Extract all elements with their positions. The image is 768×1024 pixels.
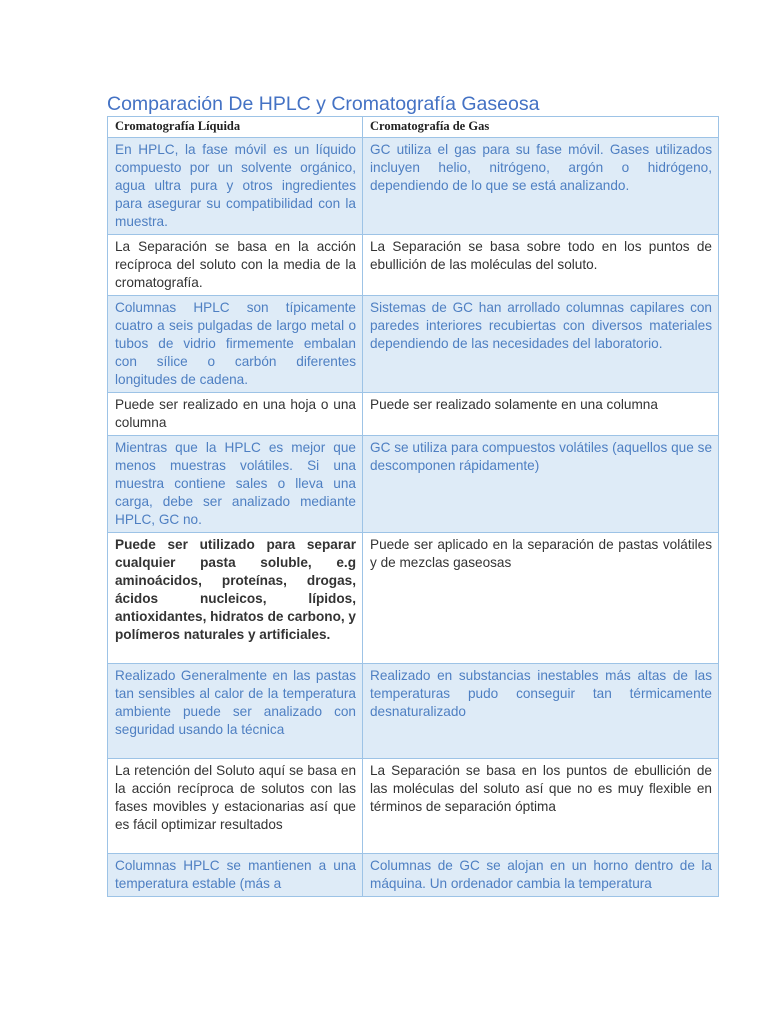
cell-liquid: Puede ser utilizado para separar cualquier pasta soluble, e.g aminoácidos, proteínas, drogas, ácidos nucleicos, lípidos, antioxidantes, hidratos de carbono, y polímeros naturales y artificiales.	[108, 533, 363, 664]
table-row	[108, 296, 719, 393]
cell-liquid: La retención del Soluto aquí se basa en la acción recíproca de solutos con las fases movibles y estacionarias así que es fácil optimizar resultados	[108, 759, 363, 854]
header-gas-chromatography: Cromatografía de Gas	[363, 117, 719, 138]
cell-gas: Puede ser realizado solamente en una columna	[363, 393, 719, 436]
header-liquid-chromatography: Cromatografía Líquida	[108, 117, 363, 138]
cell-gas: Columnas de GC se alojan en un horno dentro de la máquina. Un ordenador cambia la temperatura	[363, 854, 719, 897]
document-title: Comparación De HPLC y Cromatografía Gaseosa	[107, 93, 540, 115]
cell-gas: GC se utiliza para compuestos volátiles (aquellos que se descomponen rápidamente)	[363, 436, 719, 533]
cell-liquid: Puede ser realizado en una hoja o una columna	[108, 393, 363, 436]
table-row	[108, 854, 719, 897]
cell-liquid: Realizado Generalmente en las pastas tan sensibles al calor de la temperatura ambiente puede ser analizado con seguridad usando la técnica	[108, 664, 363, 759]
cell-gas: La Separación se basa en los puntos de ebullición de las moléculas del soluto así que no es muy flexible en términos de separación óptima	[363, 759, 719, 854]
cell-liquid: En HPLC, la fase móvil es un líquido compuesto por un solvente orgánico, agua ultra pura y otros ingredientes para asegurar su compatibilidad con la muestra.	[108, 138, 363, 235]
table-row	[108, 436, 719, 533]
cell-liquid: Mientras que la HPLC es mejor que menos muestras volátiles. Si una muestra contiene sales o lleva una carga, debe ser analizado mediante HPLC, GC no.	[108, 436, 363, 533]
table-row	[108, 759, 719, 854]
table-row	[108, 664, 719, 759]
table-row	[108, 138, 719, 235]
cell-gas: Realizado en substancias inestables más altas de las temperaturas pudo conseguir tan térmicamente desnaturalizado	[363, 664, 719, 759]
table-row	[108, 235, 719, 296]
comparison-table	[107, 116, 719, 897]
cell-liquid: Columnas HPLC son típicamente cuatro a seis pulgadas de largo metal o tubos de vidrio firmemente embalan con sílice o carbón diferentes longitudes de cadena.	[108, 296, 363, 393]
cell-gas: La Separación se basa sobre todo en los puntos de ebullición de las moléculas del soluto.	[363, 235, 719, 296]
cell-gas: Sistemas de GC han arrollado columnas capilares con paredes interiores recubiertas con diversos materiales dependiendo de las necesidades del laboratorio.	[363, 296, 719, 393]
table-row	[108, 393, 719, 436]
table-row	[108, 533, 719, 664]
table-header-row	[108, 117, 719, 138]
cell-liquid: La Separación se basa en la acción recíproca del soluto con la media de la cromatografía.	[108, 235, 363, 296]
cell-liquid: Columnas HPLC se mantienen a una temperatura estable (más a	[108, 854, 363, 897]
cell-gas: GC utiliza el gas para su fase móvil. Gases utilizados incluyen helio, nitrógeno, argón o hidrógeno, dependiendo de lo que se está analizando.	[363, 138, 719, 235]
cell-gas: Puede ser aplicado en la separación de pastas volátiles y de mezclas gaseosas	[363, 533, 719, 664]
